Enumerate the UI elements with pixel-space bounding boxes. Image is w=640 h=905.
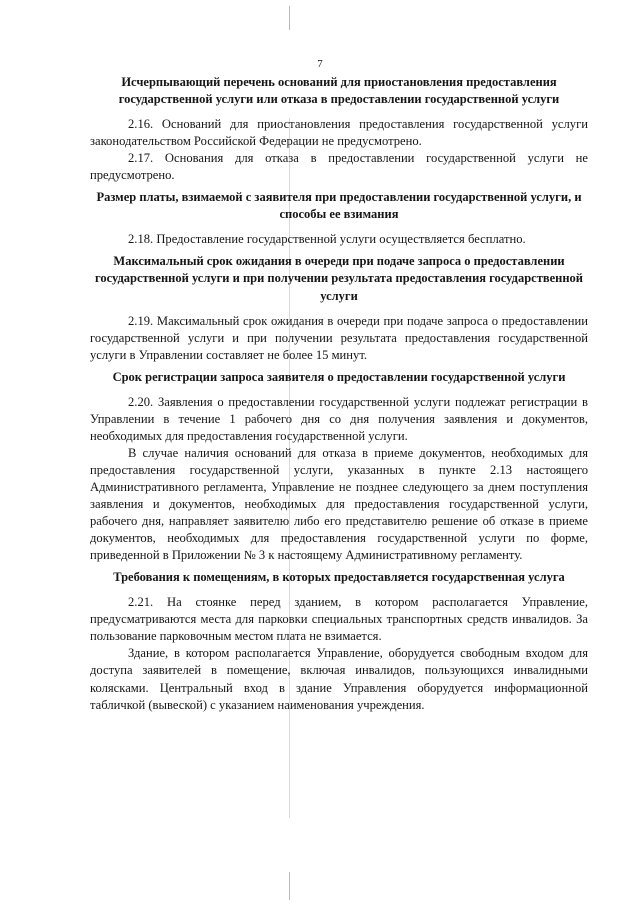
paragraph: 2.20. Заявления о предоставлении государственной услуги подлежат регистрации в Управлении в течение 1 рабочего дня со дня получения заявления и документов, необходимых для предоставления государственной услуги. [90, 394, 588, 443]
section-heading: Размер платы, взимаемой с заявителя при предоставлении государственной услуги, и способы ее взимания [96, 190, 582, 222]
document-body [90, 74, 588, 714]
paragraph: 2.18. Предоставление государственной услуги осуществляется бесплатно. [128, 232, 526, 247]
scan-artifact-line [289, 872, 290, 900]
paragraph: 2.16. Оснований для приостановления предоставления государственной услуги законодательством Российской Федерации не предусмотрено. [90, 117, 588, 149]
paragraph: 2.19. Максимальный срок ожидания в очереди при подаче запроса о предоставлении государственной услуги и при получении результата предоставления государственной услуги в Управлении составляет не более 15 минут. [90, 313, 588, 362]
page-number: 7 [317, 58, 323, 70]
paragraph: 2.21. На стоянке перед зданием, в котором располагается Управление, предусматриваются места для парковки специальных транспортных средств инвалидов. За пользование парковочным местом плата не взимается. [90, 595, 588, 644]
scan-artifact-line [289, 6, 290, 30]
paragraph: В случае наличия оснований для отказа в приеме документов, необходимых для предоставления государственной услуги, указанных в пункте 2.13 настоящего Административного регламента, Управление не позднее следующего за днем поступления заявления и документов, необходимых для предоставления государственной услуги, рабочего дня, направляет заявителю либо его представителю решение об отказе в приеме документов, необходимых для предоставления государственной услуги по форме, приведенной в Приложении № 3 к настоящему Административному регламенту. [90, 445, 588, 563]
paragraph: 2.17. Основания для отказа в предоставлении государственной услуги не предусмотрено. [90, 151, 588, 183]
paragraph: Здание, в котором располагается Управление, оборудуется свободным входом для доступа заявителей в помещение, включая инвалидов, пользующихся инвалидными колясками. Центральный вход в здание Управления оборудуется информационной табличкой (вывеской) с указанием наименования учреждения. [90, 646, 588, 712]
section-heading: Требования к помещениям, в которых предоставляется государственная услуга [113, 570, 565, 585]
section-heading: Максимальный срок ожидания в очереди при подаче запроса о предоставлении государственной услуги и при получении результата предоставления государственной услуги [94, 254, 584, 303]
section-heading: Исчерпывающий перечень оснований для приостановления предоставления государственной услуги или отказа в предоставлении государственной услуги [118, 75, 560, 107]
section-heading: Срок регистрации запроса заявителя о предоставлении государственной услуги [112, 369, 566, 384]
